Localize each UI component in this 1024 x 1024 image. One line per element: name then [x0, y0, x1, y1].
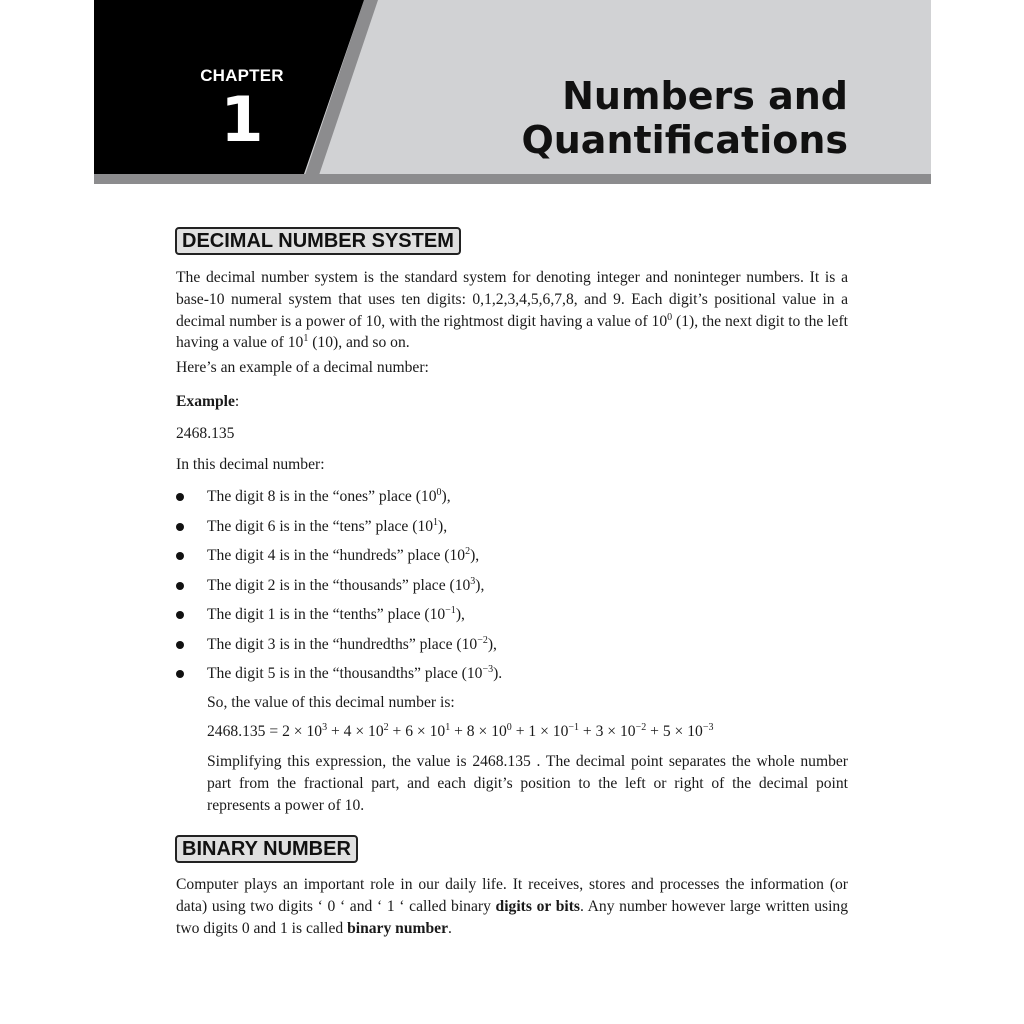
list-item-text: The digit 5 is in the “thousandths” place $(10^{-3})$.	[207, 664, 503, 682]
bullet-dot-icon	[176, 582, 184, 590]
chapter-title-line1: Numbers and	[562, 74, 848, 118]
list-item-text: The digit 2 is in the “thousands” place $(10^3)$,	[207, 575, 485, 594]
equation-term: + 1 × 10	[511, 723, 569, 740]
equation-term: + 6 × 10	[388, 723, 446, 740]
equation-exponent: 1	[445, 722, 451, 733]
equation-exponent: 2	[383, 722, 389, 733]
equation-term: + 3 × 10	[579, 723, 636, 740]
simplify-paragraph: Simplifying this expression, the value is 2468.135 . The decimal point separates the whole number part from the fractional part, and each digit’s position to the left or right of the decimal point represents a power of 10.	[207, 753, 848, 814]
decimal-intro-paragraph: The decimal number system is the standard system for denoting integer and noninteger numbers. It is a base-10 numeral system that uses ten digits: 0,1,2,3,4,5,6,7,8, and 9. Each digit’s positional value in a decimal number is a power of 10, with the rightmost digit having a value of $10^0$ (1), the next digit to the left having a value of $10^1$ (10), and so on.	[176, 269, 848, 352]
equation-term: + 4 × 10	[327, 723, 384, 740]
equation-exponent: −1	[568, 722, 580, 733]
chapter-number: 1	[220, 83, 264, 156]
chapter-label: CHAPTER	[200, 66, 284, 85]
bullet-dot-icon	[176, 523, 184, 531]
in-this-decimal: In this decimal number:	[176, 456, 325, 473]
equation-term: + 5 × 10	[646, 723, 703, 740]
bullet-dot-icon	[176, 552, 184, 560]
equation-term: 2468.135 = 2 × 10	[207, 723, 323, 740]
expansion-equation	[207, 721, 713, 742]
chapter-title-line2: Quantifications	[521, 118, 848, 162]
example-label: Example:	[176, 393, 240, 410]
equation-exponent: −2	[635, 722, 647, 733]
equation-exponent: −3	[702, 722, 714, 733]
bullet-dot-icon	[176, 670, 184, 678]
list-item-text: The digit 4 is in the “hundreds” place $(10^2)$,	[207, 546, 480, 564]
section-heading-decimal: DECIMAL NUMBER SYSTEM	[175, 227, 461, 255]
equation-exponent: 3	[322, 722, 328, 733]
list-item-text: The digit 6 is in the “tens” place $(10^1)$,	[207, 516, 448, 535]
equation-exponent: 0	[506, 722, 512, 733]
bullet-dot-icon	[176, 641, 184, 649]
equation-term: + 8 × 10	[450, 723, 507, 740]
list-item-text: The digit 3 is in the “hundredths” place $(10^{-2})$,	[207, 634, 497, 653]
list-item-text: The digit 8 is in the “ones” place $(10^0)$,	[207, 487, 451, 505]
list-item-text: The digit 1 is in the “tenths” place $(10^{-1})$,	[207, 605, 465, 623]
so-value-text: So, the value of this decimal number is:	[207, 694, 455, 711]
binary-paragraph: Computer plays an important role in our daily life. It receives, stores and processes the information (or data) using two digits ‘ 0 ‘ and ‘ 1 ‘ called binary digits or bits. Any number however large written using two digits 0 and 1 is called binary number.	[176, 876, 848, 937]
bullet-dot-icon	[176, 611, 184, 619]
example-intro: Here’s an example of a decimal number:	[176, 359, 429, 376]
section-heading-binary: BINARY NUMBER	[175, 835, 358, 863]
bullet-dot-icon	[176, 493, 184, 501]
chapter-title	[521, 74, 848, 162]
example-value: 2468.135	[176, 425, 235, 442]
